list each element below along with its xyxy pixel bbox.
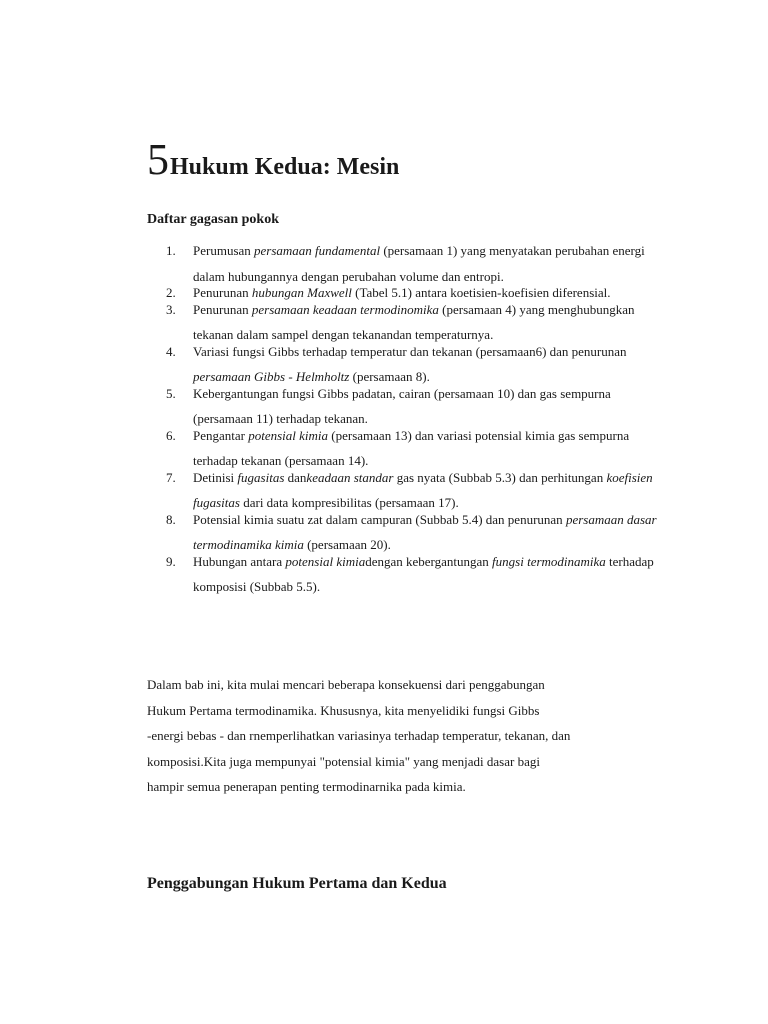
italic-term: koefisien fugasitas — [193, 469, 653, 510]
list-item-text: Variasi fungsi Gibbs terhadap temperatur dan tekanan (persamaan6) dan penurunan persamaan Gibbs - Helmholtz (persamaan 8). — [193, 343, 627, 384]
list-item-number: 9. — [166, 553, 176, 569]
list-item-number: 6. — [166, 427, 176, 443]
list-item-number: 7. — [166, 469, 176, 485]
paragraph-line: komposisi.Kita juga mempunyai "potensial kimia" yang menjadi dasar bagi — [147, 753, 540, 769]
list-item-number: 4. — [166, 343, 176, 359]
paragraph-line: Dalam bab ini, kita mulai mencari beberapa konsekuensi dari penggabungan — [147, 677, 545, 692]
paragraph-line: -energi bebas - dan rnemperlihatkan variasinya terhadap temperatur, tekanan, dan — [147, 728, 571, 743]
list-item — [0, 549, 768, 600]
italic-term: hubungan Maxwell — [251, 285, 352, 300]
italic-term: persamaan dasar termodinamika kimia — [193, 511, 657, 552]
list-item-text: Penurunan hubungan Maxwell (Tabel 5.1) antara koetisien-koefisien diferensial. — [193, 285, 611, 300]
list-item-number: 5. — [166, 385, 176, 401]
italic-term: potensial kimia — [285, 553, 366, 569]
paragraph-line: hampir semua penerapan penting termodinarnika pada kimia. — [147, 779, 466, 794]
key-ideas-list — [0, 238, 768, 600]
chapter-number: 5 — [147, 135, 169, 184]
list-item-text: Detinisi fugasitas dankeadaan standar gas nyata (Subbab 5.3) dan perhitungan koefisien fugasitas dari data kompresibilitas (persamaan 17). — [193, 469, 653, 510]
italic-term: persamaan fundamental — [254, 243, 381, 258]
list-item-number: 1. — [166, 243, 176, 258]
list-item-text: Kebergantungan fungsi Gibbs padatan, cairan (persamaan 10) dan gas sempurna (persamaan 11) terhadap tekanan. — [193, 385, 611, 426]
list-item-text: Penurunan persamaan keadaan termodinomika (persamaan 4) yang menghubungkan tekanan dalam sampel dengan tekanandan temperaturnya. — [193, 301, 635, 342]
italic-term: persamaan Gibbs - Helmholtz — [193, 369, 350, 384]
list-item-number: 2. — [166, 285, 176, 300]
list-item-text: Perumusan persamaan fundamental (persamaan 1) yang menyatakan perubahan energi dalam hubungannya dengan perubahan volume dan entropi. — [193, 243, 645, 284]
list-item-text: Hubungan antara potensial kimiadengan kebergantungan fungsi termodinamika terhadap komposisi (Subbab 5.5). — [193, 553, 654, 594]
list-item-text: Pengantar potensial kimia (persamaan 13) dan variasi potensial kimia gas sempurna terhadap tekanan (persamaan 14). — [193, 427, 630, 468]
paragraph-line: Hukum Pertama termodinamika. Khususnya, kita menyelidiki fungsi Gibbs — [147, 702, 540, 718]
section-heading: Penggabungan Hukum Pertama dan Kedua — [147, 875, 447, 892]
italic-term: persamaan keadaan termodinomika — [251, 301, 439, 317]
chapter-title — [147, 135, 400, 184]
italic-term: potensial kimia — [248, 427, 329, 443]
intro-paragraph — [147, 672, 637, 800]
list-item-number: 8. — [166, 511, 176, 527]
italic-term: keadaan standar — [306, 469, 394, 485]
list-item-number: 3. — [166, 301, 176, 317]
key-ideas-heading: Daftar gagasan pokok — [147, 212, 279, 227]
list-item-text: Potensial kimia suatu zat dalam campuran (Subbab 5.4) dan penurunan persamaan dasar termodinamika kimia (persamaan 20). — [193, 511, 657, 552]
chapter-heading: Hukum Kedua: Mesin — [170, 154, 400, 180]
italic-term: fugasitas — [237, 469, 285, 485]
italic-term: fungsi termodinamika — [492, 553, 606, 569]
